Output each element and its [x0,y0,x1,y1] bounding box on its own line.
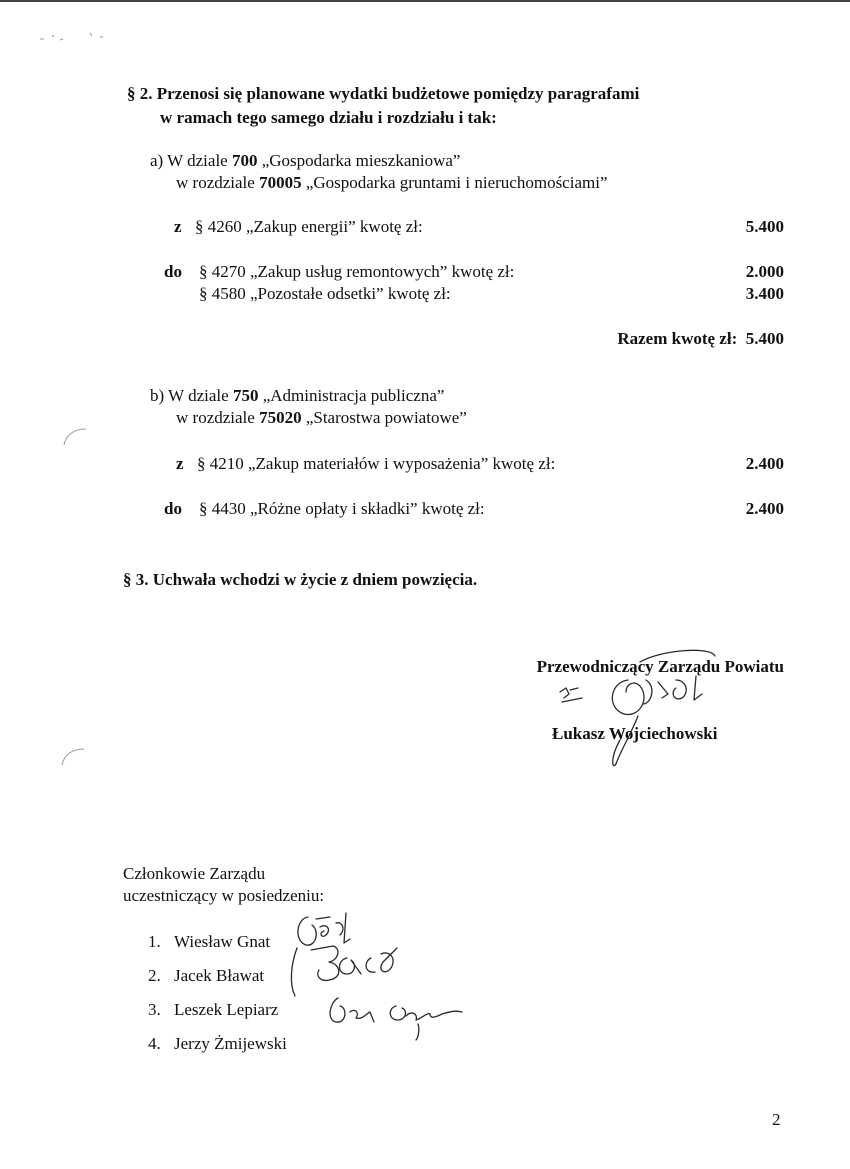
section-b-from-item: § 4210 „Zakup materiałów i wyposażenia” kwotę zł: [197,454,556,473]
member-name: Leszek Lepiarz [174,1000,279,1019]
members-heading-line1: Członkowie Zarządu [123,864,266,883]
binder-hole-mark-top [60,425,90,455]
section-b-prefix: b) W dziale [150,386,233,405]
signatory-name: Łukasz Wojciechowski [552,724,718,743]
section-b-rozdzial-name: „Starostwa powiatowe” [301,408,467,427]
member-number: 4. [148,1034,161,1053]
section-a-dzial-line [150,151,460,171]
section-b-dzial-line [150,386,444,406]
member-number: 1. [148,932,161,951]
section-a-from-label: z [174,217,182,236]
section-b-to-item: § 4430 „Różne opłaty i składki” kwotę zł: [199,499,485,518]
section-b-from-amount: 2.400 [745,454,784,473]
chairman-signature [540,640,720,770]
section-a-to-item-2: § 4580 „Pozostałe odsetki” kwotę zł: [199,284,451,303]
section3-text: § 3. Uchwała wchodzi w życie z dniem powzięcia. [123,570,478,589]
section-a-to-amount-1: 2.000 [745,262,784,281]
page-number: 2 [772,1110,781,1129]
section2-heading-line2: w ramach tego samego działu i rozdziału i tak: [160,108,497,127]
section-b-dzial-name: „Administracja publiczna” [258,386,445,405]
section-b-rozdzial-number: 75020 [259,408,302,427]
section-a-from-item: § 4260 „Zakup energii” kwotę zł: [195,217,423,236]
section-b-rozdzial-prefix: w rozdziale [176,408,260,427]
member-name: Wiesław Gnat [174,932,271,951]
section-a-dzial-name: „Gospodarka mieszkaniowa” [257,151,461,170]
section-b-to-amount: 2.400 [745,499,784,518]
section-b-rozdzial-line [176,408,467,428]
section-b-from-label: z [176,454,184,473]
scan-speck-marks [30,25,120,55]
member-number: 2. [148,966,161,985]
section-a-rozdzial-name: „Gospodarka gruntami i nieruchomościami” [301,173,608,192]
members-heading-line2: uczestniczący w posiedzeniu: [123,886,325,905]
member-signature-3 [318,990,468,1040]
scan-top-border [0,0,850,2]
section-a-to-label: do [164,262,182,281]
section-a-from-amount: 5.400 [745,217,784,236]
section-a-total-amount: 5.400 [745,329,784,348]
section-a-rozdzial-line [176,173,608,193]
section-a-total-label: Razem kwotę zł: [617,329,738,348]
signatory-title: Przewodniczący Zarządu Powiatu [536,657,784,676]
section2-heading-line1: § 2. Przenosi się planowane wydatki budżetowe pomiędzy paragrafami [127,84,640,103]
member-name: Jacek Bławat [174,966,265,985]
binder-hole-mark-bottom [58,745,88,775]
section-b-dzial-number: 750 [232,386,259,405]
member-number: 3. [148,1000,161,1019]
section-a-prefix: a) W dziale [150,151,232,170]
section-a-rozdzial-prefix: w rozdziale [176,173,260,192]
section-a-to-item-1: § 4270 „Zakup usług remontowych” kwotę zł: [199,262,515,281]
section-a-total [617,329,784,349]
section-b-to-label: do [164,499,182,518]
member-name: Jerzy Żmijewski [174,1034,287,1053]
section-a-to-amount-2: 3.400 [745,284,784,303]
section-a-rozdzial-number: 70005 [259,173,302,192]
section-a-dzial-number: 700 [231,151,258,170]
